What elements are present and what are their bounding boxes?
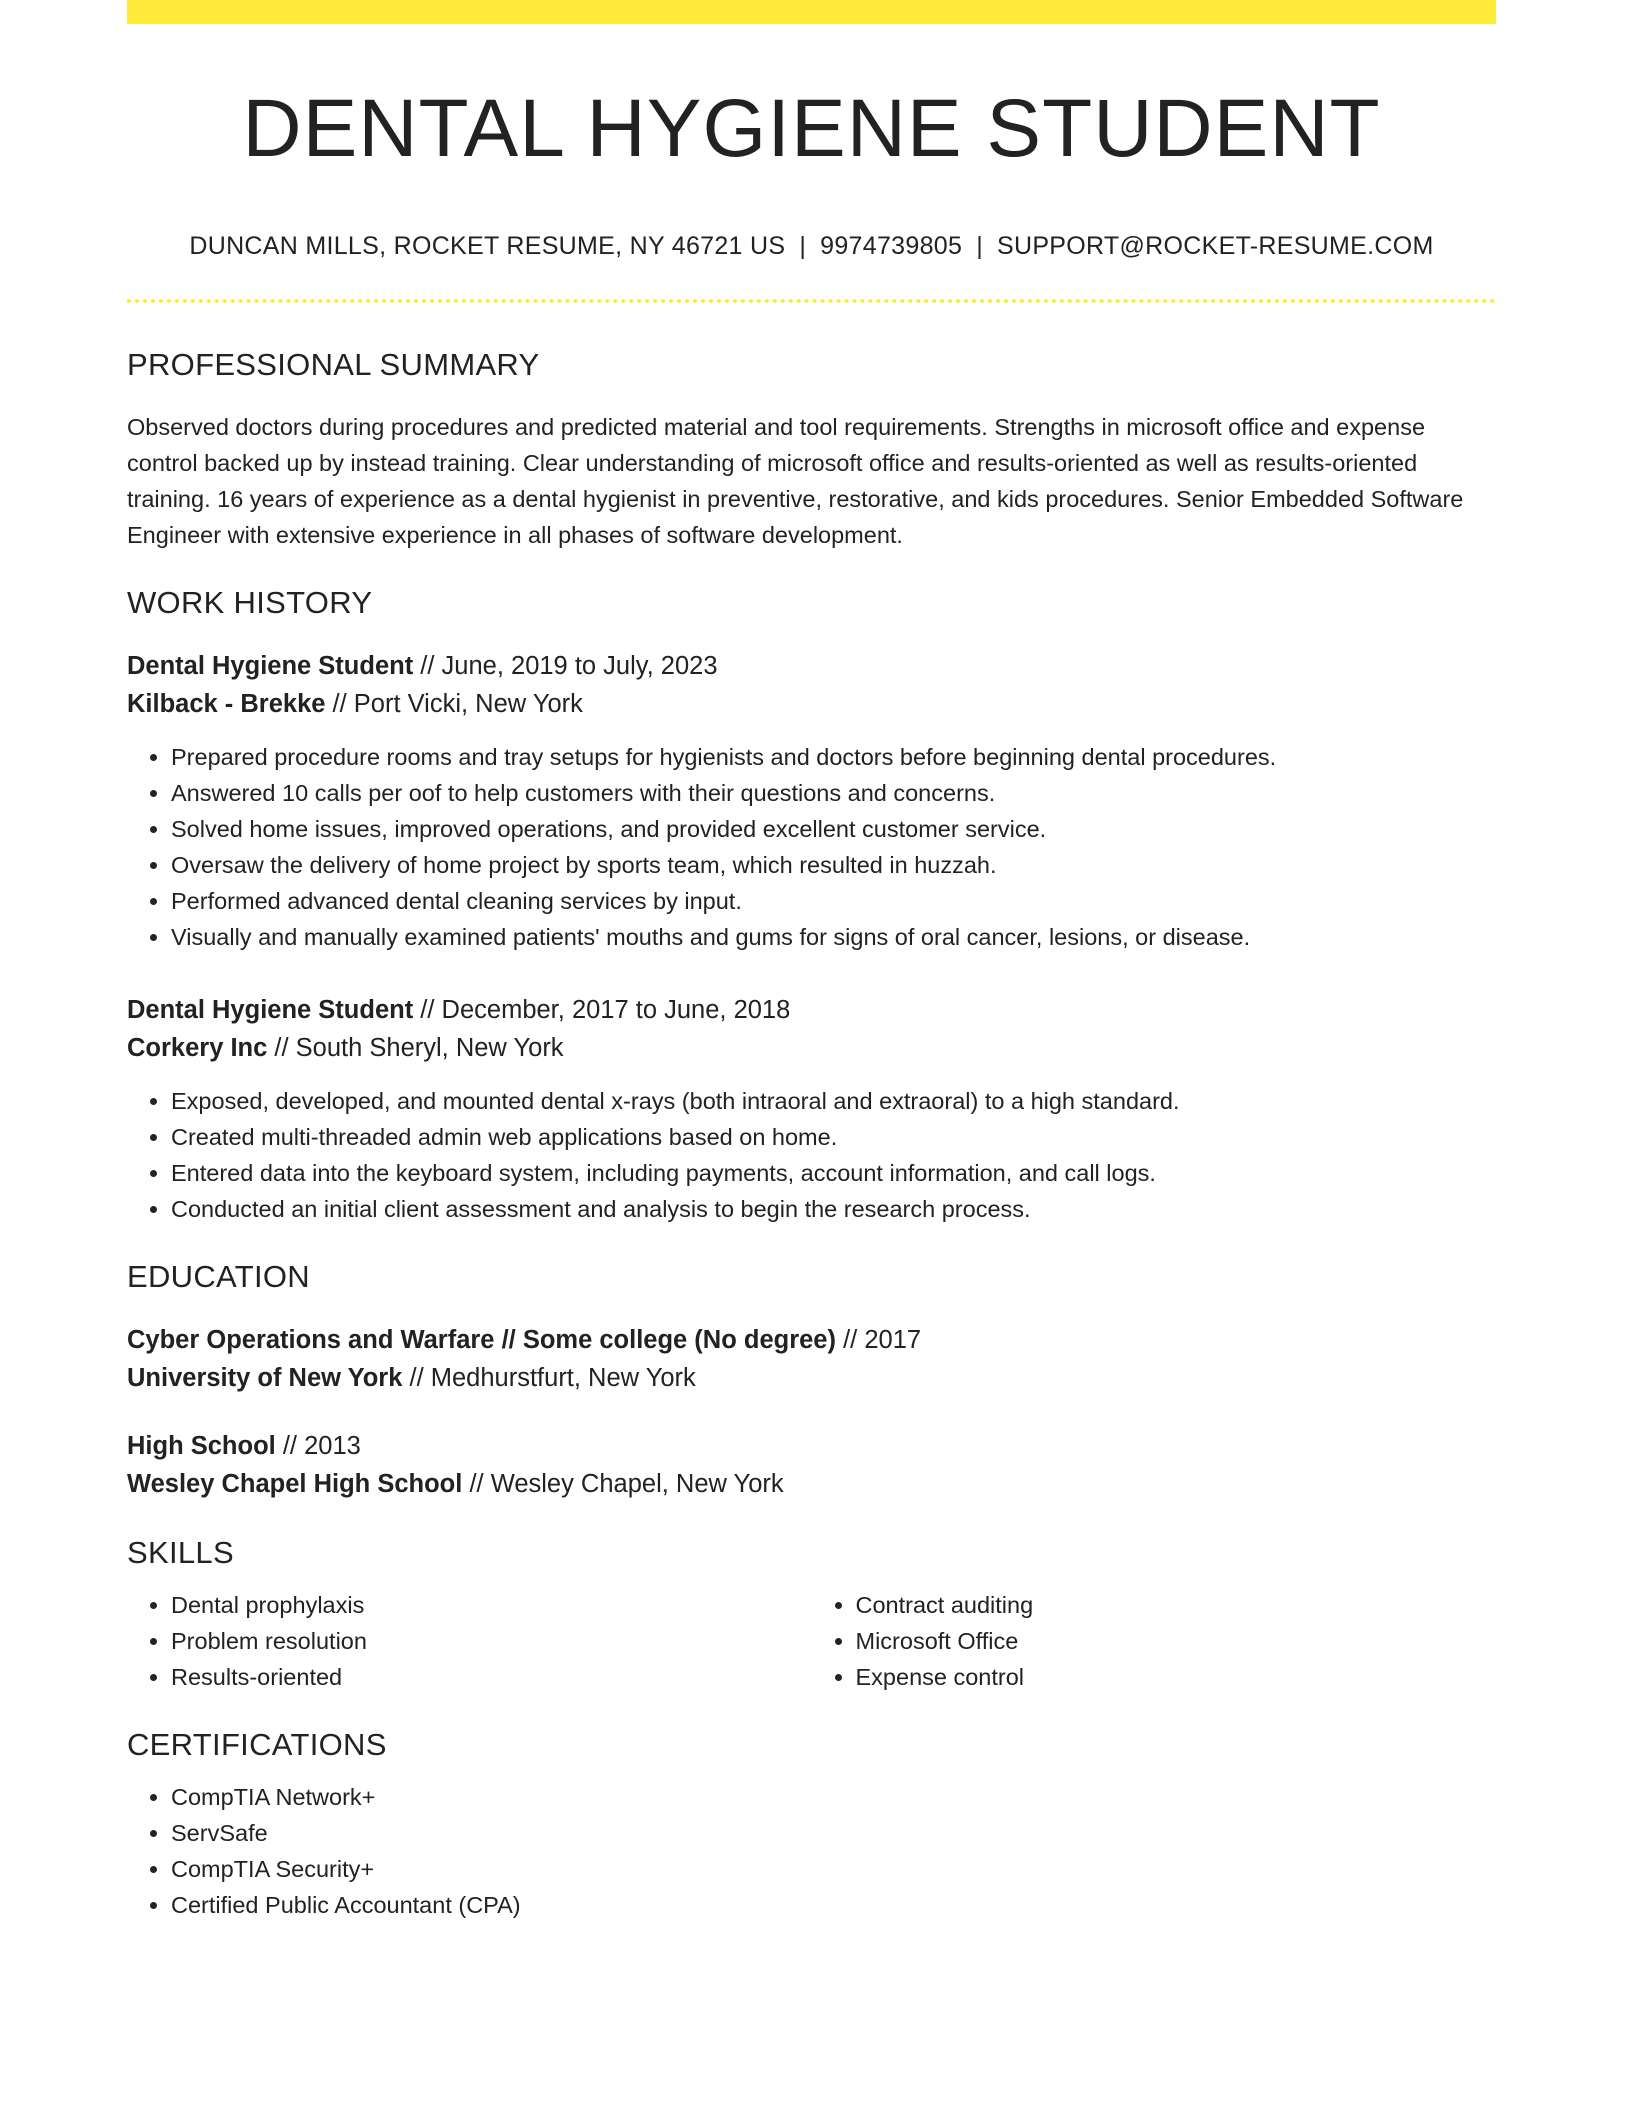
list-item: • Certified Public Accountant (CPA) bbox=[171, 1887, 1496, 1923]
education-degree-line bbox=[127, 1427, 1496, 1465]
education-year: // 2013 bbox=[282, 1432, 361, 1461]
list-item: • Answered 10 calls per oof to help customers with their questions and concerns. bbox=[171, 775, 1496, 811]
job-company-line bbox=[127, 1029, 1496, 1067]
contact-line bbox=[127, 232, 1496, 261]
education-school-line bbox=[127, 1465, 1496, 1503]
summary-text: Observed doctors during procedures and predicted material and tool requirements. Strengths in microsoft office and expense control backed up by instead training. Clear understanding of microsoft office and results-oriented as well as results-oriented training. 16 years of experience as a dental hygienist in preventive, restorative, and kids procedures. Senior Embedded Software Engineer with extensive experience in all phases of software development. bbox=[127, 414, 1464, 549]
education-location: // Wesley Chapel, New York bbox=[469, 1470, 784, 1499]
job-location: // Port Vicki, New York bbox=[332, 690, 583, 719]
list-item: • Dental prophylaxis bbox=[171, 1587, 812, 1623]
resume-title: DENTAL HYGIENE STUDENT bbox=[242, 83, 1381, 174]
job-location: // South Sheryl, New York bbox=[274, 1034, 564, 1063]
job-company: Corkery Inc bbox=[127, 1034, 268, 1063]
list-item: • Created multi-threaded admin web applications based on home. bbox=[171, 1119, 1496, 1155]
education-school-line bbox=[127, 1359, 1496, 1397]
education-location: // Medhurstfurt, New York bbox=[409, 1364, 696, 1393]
education-heading: EDUCATION bbox=[127, 1259, 310, 1295]
job-bullets bbox=[127, 739, 1496, 955]
list-item: • ServSafe bbox=[171, 1815, 1496, 1851]
education-degree: High School bbox=[127, 1432, 276, 1461]
list-item: • CompTIA Security+ bbox=[171, 1851, 1496, 1887]
job-company-line bbox=[127, 685, 1496, 723]
contact-email: SUPPORT@ROCKET-RESUME.COM bbox=[996, 232, 1434, 261]
list-item: • Results-oriented bbox=[171, 1659, 812, 1695]
education-school: Wesley Chapel High School bbox=[127, 1470, 463, 1499]
contact-address: DUNCAN MILLS, ROCKET RESUME, NY 46721 US bbox=[189, 232, 786, 261]
contact-separator: | bbox=[799, 232, 807, 261]
list-item: • Microsoft Office bbox=[856, 1623, 1497, 1659]
job-bullets bbox=[127, 1083, 1496, 1227]
list-item: • Problem resolution bbox=[171, 1623, 812, 1659]
skills-right-column bbox=[812, 1587, 1497, 1695]
certifications-list bbox=[127, 1779, 1496, 1923]
education-degree: Cyber Operations and Warfare // Some college (No degree) bbox=[127, 1326, 836, 1355]
job-title-line bbox=[127, 647, 1496, 685]
job-title-line bbox=[127, 991, 1496, 1029]
job-entry bbox=[127, 647, 1496, 955]
list-item: • Contract auditing bbox=[856, 1587, 1497, 1623]
job-title: Dental Hygiene Student bbox=[127, 996, 414, 1025]
skills-left-column bbox=[127, 1587, 812, 1695]
list-item: • Visually and manually examined patients' mouths and gums for signs of oral cancer, lesions, or disease. bbox=[171, 919, 1496, 955]
education-year: // 2017 bbox=[843, 1326, 922, 1355]
dotted-divider bbox=[127, 299, 1496, 303]
resume-page bbox=[127, 0, 1496, 1923]
list-item: • Exposed, developed, and mounted dental x-rays (both intraoral and extraoral) to a high standard. bbox=[171, 1083, 1496, 1119]
skills-heading: SKILLS bbox=[127, 1535, 234, 1571]
certifications-heading: CERTIFICATIONS bbox=[127, 1727, 387, 1763]
job-company: Kilback - Brekke bbox=[127, 690, 326, 719]
education-entry bbox=[127, 1321, 1496, 1397]
job-dates: // December, 2017 to June, 2018 bbox=[420, 996, 791, 1025]
list-item: • Conducted an initial client assessment and analysis to begin the research process. bbox=[171, 1191, 1496, 1227]
education-school: University of New York bbox=[127, 1364, 403, 1393]
list-item: • Performed advanced dental cleaning services by input. bbox=[171, 883, 1496, 919]
list-item: • Oversaw the delivery of home project by sports team, which resulted in huzzah. bbox=[171, 847, 1496, 883]
summary-heading: PROFESSIONAL SUMMARY bbox=[127, 347, 540, 383]
education-degree-line bbox=[127, 1321, 1496, 1359]
list-item: • CompTIA Network+ bbox=[171, 1779, 1496, 1815]
job-entry bbox=[127, 991, 1496, 1227]
job-title: Dental Hygiene Student bbox=[127, 652, 414, 681]
job-dates: // June, 2019 to July, 2023 bbox=[420, 652, 718, 681]
contact-separator: | bbox=[976, 232, 983, 261]
work-history-heading: WORK HISTORY bbox=[127, 585, 373, 621]
list-item: • Entered data into the keyboard system, including payments, account information, and call logs. bbox=[171, 1155, 1496, 1191]
list-item: • Prepared procedure rooms and tray setups for hygienists and doctors before beginning dental procedures. bbox=[171, 739, 1496, 775]
list-item: • Expense control bbox=[856, 1659, 1497, 1695]
top-accent-bar bbox=[127, 0, 1496, 24]
skills-grid bbox=[127, 1587, 1496, 1695]
contact-phone: 9974739805 bbox=[820, 232, 963, 261]
education-entry bbox=[127, 1427, 1496, 1503]
list-item: • Solved home issues, improved operations, and provided excellent customer service. bbox=[171, 811, 1496, 847]
